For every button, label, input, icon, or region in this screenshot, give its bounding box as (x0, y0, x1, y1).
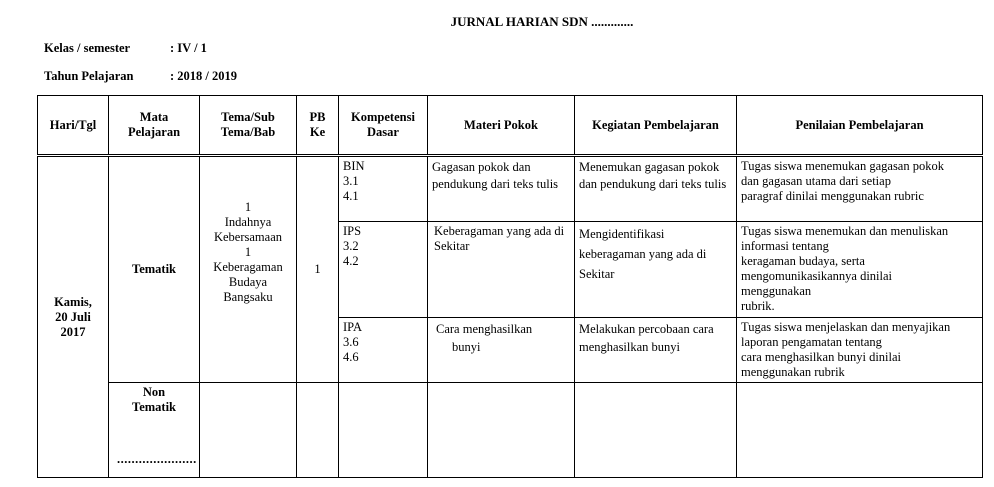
empty-cell (428, 383, 575, 478)
non-tematik-cell: Non Tematik ...................... (109, 383, 200, 478)
kegiatan-cell: Menemukan gagasan pokok dan pendukung dari teks tulis (575, 156, 737, 222)
dotted-placeholder: ...................... (117, 452, 197, 466)
empty-cell (200, 383, 297, 478)
empty-cell (297, 383, 339, 478)
kd-cell: BIN 3.1 4.1 (339, 156, 428, 222)
materi-cell: Keberagaman yang ada di Sekitar (428, 222, 575, 318)
kelas-value: : IV / 1 (170, 41, 207, 55)
page-title: JURNAL HARIAN SDN ............. (450, 14, 634, 29)
header-tema: Tema/Sub Tema/Bab (200, 96, 297, 156)
day-cell: Kamis, 20 Juli 2017 (38, 156, 109, 478)
tahun-row (44, 69, 237, 84)
tahun-value: : 2018 / 2019 (170, 69, 238, 83)
header-mapel: Mata Pelajaran (109, 96, 200, 156)
empty-cell (737, 383, 983, 478)
kegiatan-cell: Melakukan percobaan cara menghasilkan bunyi (575, 318, 737, 383)
empty-cell (339, 383, 428, 478)
tematik-cell: Tematik (109, 156, 200, 383)
header-row (38, 96, 983, 156)
tahun-label: Tahun Pelajaran (44, 69, 134, 83)
table-row (38, 156, 983, 222)
penilaian-cell: Tugas siswa menemukan dan menuliskan informasi tentang keragaman budaya, serta mengomunikasikannya dinilai menggunakan rubrik. (737, 222, 983, 318)
empty-cell (575, 383, 737, 478)
pb-cell: 1 (297, 156, 339, 383)
kelas-label: Kelas / semester (44, 41, 131, 55)
kelas-row (44, 41, 207, 56)
jurnal-table (37, 95, 983, 478)
materi-cell: Gagasan pokok dan pendukung dari teks tulis (428, 156, 575, 222)
table-row (38, 383, 983, 478)
penilaian-cell: Tugas siswa menemukan gagasan pokok dan gagasan utama dari setiap paragraf dinilai menggunakan rubric (737, 156, 983, 222)
header-penilaian: Penilaian Pembelajaran (737, 96, 983, 156)
kd-cell: IPA 3.6 4.6 (339, 318, 428, 383)
header-pb: PB Ke (297, 96, 339, 156)
header-materi: Materi Pokok (428, 96, 575, 156)
header-kd: Kompetensi Dasar (339, 96, 428, 156)
kegiatan-cell: Mengidentifikasi keberagaman yang ada di Sekitar (575, 222, 737, 318)
penilaian-cell: Tugas siswa menjelaskan dan menyajikan laporan pengamatan tentang cara menghasilkan bunyi dinilai menggunakan rubrik (737, 318, 983, 383)
materi-cell: Cara menghasilkan bunyi (428, 318, 575, 383)
header-kegiatan: Kegiatan Pembelajaran (575, 96, 737, 156)
header-hari: Hari/Tgl (38, 96, 109, 156)
kd-cell: IPS 3.2 4.2 (339, 222, 428, 318)
tema-cell: 1 Indahnya Kebersamaan 1 Keberagaman Budaya Bangsaku (200, 156, 297, 383)
